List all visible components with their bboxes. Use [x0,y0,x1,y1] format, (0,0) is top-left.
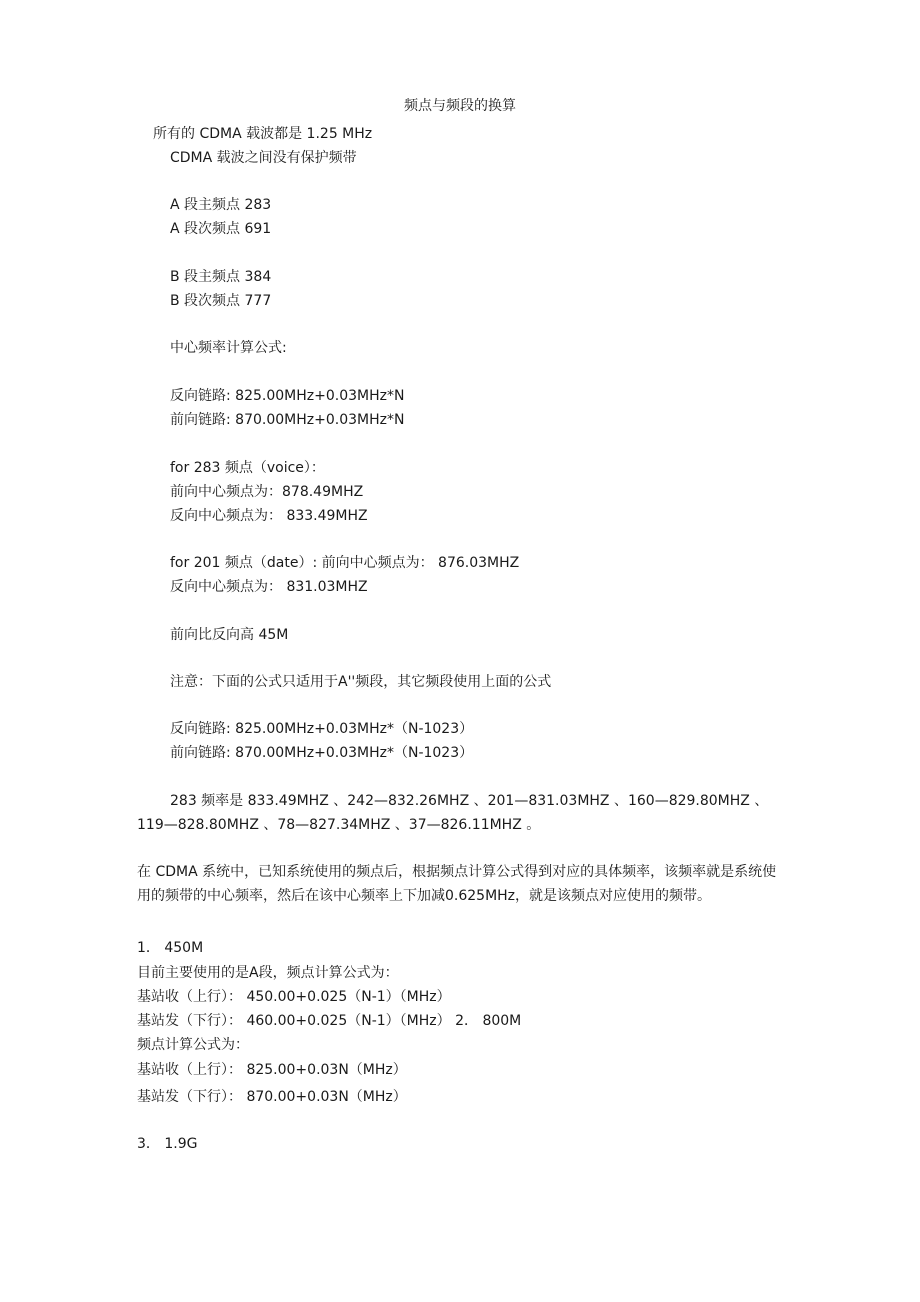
formula-heading: 中心频率计算公式: [170,340,287,356]
section-3-title: 3． 1.9G [137,1136,198,1152]
for283-forward: 前向中心频点为：878.49MHZ [170,484,364,500]
page-title: 频点与频段的换算 [404,98,516,114]
b-primary-channel: B 段主频点 384 [170,269,272,285]
reverse-link-formula: 反向链路: 825.00MHz+0.03MHz*N [170,388,405,404]
freq-list-line-2: 119—828.80MHZ 、78—827.34MHZ 、37—826.11MHZ 。 [137,817,541,833]
for283-reverse: 反向中心频点为： 833.49MHZ [170,508,368,524]
reverse-link-a-formula: 反向链路: 825.00MHz+0.03MHz*（N-1023） [170,721,474,737]
cdma-paragraph: 在 CDMA 系统中，已知系统使用的频点后，根据频点计算公式得到对应的具体频率，该频率就是系统使用的频带的中心频率，然后在该中心频率上下加减0.625MHz，就是该频点对应使用的频带。 [137,864,777,904]
a-primary-channel: A 段主频点 283 [170,197,272,213]
section-2-rx: 基站收（上行）： 825.00+0.03N（MHz） [137,1062,407,1078]
carrier-bandwidth-line: 所有的 CDMA 载波都是 1.25 MHz [153,126,373,142]
no-guard-band-line: CDMA 载波之间没有保护频带 [170,150,357,166]
section-2-tx: 基站发（下行）： 870.00+0.03N（MHz） [137,1089,407,1105]
section-1-title: 1． 450M [137,940,204,956]
freq-list-line-1: 283 频率是 833.49MHZ 、242—832.26MHZ 、201—831.03MHZ 、160—829.80MHZ 、 [170,793,769,809]
for201-forward: for 201 频点（date）: 前向中心频点为： 876.03MHZ [170,555,520,571]
forward-link-a-formula: 前向链路: 870.00MHz+0.03MHz*（N-1023） [170,745,474,761]
forward-reverse-offset: 前向比反向高 45M [170,627,289,643]
section-2-desc: 频点计算公式为： [137,1037,249,1053]
section-1-desc: 目前主要使用的是A段，频点计算公式为： [137,965,399,981]
section-1-rx: 基站收（上行）： 450.00+0.025（N-1）（MHz） [137,989,451,1005]
forward-link-formula: 前向链路: 870.00MHz+0.03MHz*N [170,412,405,428]
for201-reverse: 反向中心频点为： 831.03MHZ [170,579,368,595]
section-1-tx: 基站发（下行）： 460.00+0.025（N-1）（MHz） 2． 800M [137,1013,522,1029]
note-line: 注意：下面的公式只适用于A''频段，其它频段使用上面的公式 [170,674,552,690]
a-secondary-channel: A 段次频点 691 [170,221,272,237]
b-secondary-channel: B 段次频点 777 [170,293,272,309]
for283-header: for 283 频点（voice）： [170,460,325,476]
